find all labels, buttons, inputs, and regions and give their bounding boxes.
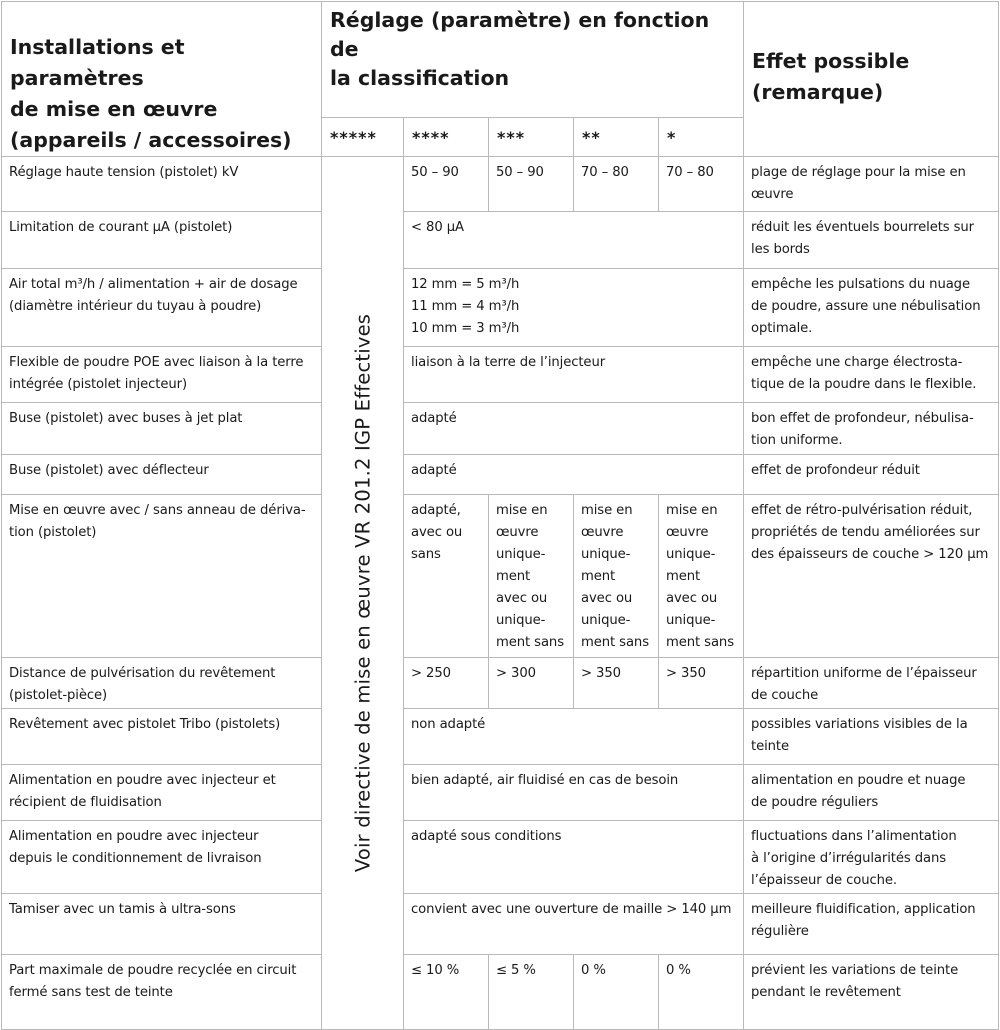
header-line: (remarque)	[752, 80, 884, 104]
cell-line: ment sans	[581, 635, 649, 650]
header-effet	[744, 2, 999, 157]
value-cell: 70 – 80	[659, 157, 744, 212]
param-cell	[2, 495, 322, 658]
param-cell	[2, 658, 322, 709]
cell-line: teinte	[751, 739, 789, 754]
star-1: *	[659, 118, 744, 157]
cell-line: Limitation de courant μA (pistolet)	[9, 220, 233, 235]
value-cell: > 350	[574, 658, 659, 709]
table-row	[2, 955, 999, 1030]
cell-line: bien adapté, air fluidisé en cas de besoin	[411, 773, 679, 788]
cell-line: l’épaisseur de couche.	[751, 873, 897, 888]
cell-line: unique-	[666, 613, 716, 628]
value-cell: 70 – 80	[574, 157, 659, 212]
cell-line: propriétés de tendu améliorées sur	[751, 525, 980, 540]
param-cell	[2, 894, 322, 955]
header-line: Effet possible	[752, 49, 910, 73]
star-2: **	[574, 118, 659, 157]
value-cell: > 250	[404, 658, 489, 709]
header-line: (appareils / accessoires)	[10, 128, 292, 152]
vertical-note-cell	[322, 157, 404, 1030]
value-cell: ≤ 5 %	[489, 955, 574, 1030]
cell-line: de couche	[751, 688, 819, 703]
cell-line: récipient de fluidisation	[9, 795, 162, 810]
table-row	[2, 894, 999, 955]
cell-line: bon effet de profondeur, nébulisa-	[751, 411, 974, 426]
cell-line: 10 mm = 3 m³/h	[411, 321, 520, 336]
param-cell	[2, 212, 322, 269]
table-row	[2, 658, 999, 709]
header-line: Installations et paramètres	[10, 35, 185, 90]
cell-line: non adapté	[411, 717, 486, 732]
effect-cell	[744, 212, 999, 269]
cell-line: les bords	[751, 242, 810, 257]
cell-line: Buse (pistolet) avec déflecteur	[9, 463, 209, 478]
table-row	[2, 212, 999, 269]
param-cell	[2, 821, 322, 894]
value-cell: 50 – 90	[404, 157, 489, 212]
cell-line: fluctuations dans l’alimentation	[751, 829, 957, 844]
value-span-cell	[404, 403, 744, 455]
cell-line: (diamètre intérieur du tuyau à poudre)	[9, 299, 262, 314]
value-span-cell	[404, 765, 744, 821]
cell-line: ment	[581, 569, 616, 584]
cell-line: unique-	[496, 547, 546, 562]
cell-line: mise en	[496, 503, 548, 518]
cell-line: ment	[496, 569, 531, 584]
value-span-cell	[404, 212, 744, 269]
cell-line: œuvre	[751, 187, 794, 202]
cell-line: Mise en œuvre avec / sans anneau de dériva-	[9, 503, 306, 518]
star-4: ****	[404, 118, 489, 157]
cell-line: 11 mm = 4 m³/h	[411, 299, 520, 314]
cell-line: pendant le revêtement	[751, 985, 901, 1000]
cell-line: œuvre	[581, 525, 624, 540]
effect-cell	[744, 495, 999, 658]
classification-table	[1, 1, 999, 1030]
value-cell: ≤ 10 %	[404, 955, 489, 1030]
star-5: *****	[322, 118, 404, 157]
cell-line: depuis le conditionnement de livraison	[9, 851, 262, 866]
header-installations	[2, 2, 322, 157]
cell-line: réduit les éventuels bourrelets sur	[751, 220, 974, 235]
cell-line: Distance de pulvérisation du revêtement	[9, 666, 276, 681]
effect-cell	[744, 269, 999, 347]
effect-cell	[744, 894, 999, 955]
cell-line: (pistolet-pièce)	[9, 688, 108, 703]
table-row	[2, 403, 999, 455]
value-span-cell	[404, 347, 744, 403]
effect-cell	[744, 821, 999, 894]
cell-line: Part maximale de poudre recyclée en circuit	[9, 963, 297, 978]
cell-line: unique-	[581, 547, 631, 562]
param-cell	[2, 455, 322, 495]
value-cell: 0 %	[574, 955, 659, 1030]
cell-line: intégrée (pistolet injecteur)	[9, 377, 188, 392]
cell-line: ment sans	[666, 635, 734, 650]
cell-line: liaison à la terre de l’injecteur	[411, 355, 606, 370]
table-row	[2, 269, 999, 347]
effect-cell	[744, 455, 999, 495]
table-row	[2, 495, 999, 658]
cell-line: adapté	[411, 463, 457, 478]
cell-line: ment	[666, 569, 701, 584]
value-span-cell	[404, 709, 744, 765]
header-line: de mise en œuvre	[10, 97, 218, 121]
table-row	[2, 709, 999, 765]
table-row	[2, 157, 999, 212]
cell-line: unique-	[496, 613, 546, 628]
cell-line: avec ou	[496, 591, 548, 606]
cell-line: ment sans	[496, 635, 564, 650]
cell-line: mise en	[666, 503, 718, 518]
cell-line: de poudre réguliers	[751, 795, 879, 810]
effect-cell	[744, 765, 999, 821]
cell-line: prévient les variations de teinte	[751, 963, 959, 978]
header-reglage	[322, 2, 744, 118]
table-row	[2, 455, 999, 495]
cell-line: tion (pistolet)	[9, 525, 97, 540]
value-cell	[574, 495, 659, 658]
param-cell	[2, 403, 322, 455]
cell-line: < 80 μA	[411, 220, 464, 235]
cell-line: sans	[411, 547, 441, 562]
cell-line: avec ou	[666, 591, 718, 606]
cell-line: unique-	[581, 613, 631, 628]
table-row	[2, 821, 999, 894]
cell-line: Flexible de poudre POE avec liaison à la terre	[9, 355, 304, 370]
cell-line: répartition uniforme de l’épaisseur	[751, 666, 977, 681]
table-row	[2, 765, 999, 821]
cell-line: Buse (pistolet) avec buses à jet plat	[9, 411, 243, 426]
param-cell	[2, 157, 322, 212]
value-span-cell	[404, 455, 744, 495]
param-cell	[2, 955, 322, 1030]
effect-cell	[744, 658, 999, 709]
cell-line: avec ou	[581, 591, 633, 606]
value-cell	[659, 495, 744, 658]
cell-line: empêche une charge électrosta-	[751, 355, 963, 370]
cell-line: Air total m³/h / alimentation + air de dosage	[9, 277, 298, 292]
effect-cell	[744, 157, 999, 212]
param-cell	[2, 709, 322, 765]
header-line: Réglage (paramètre) en fonction de	[330, 8, 710, 61]
header-line: la classification	[330, 66, 510, 90]
cell-line: œuvre	[496, 525, 539, 540]
cell-line: Tamiser avec un tamis à ultra-sons	[9, 902, 236, 917]
cell-line: mise en	[581, 503, 633, 518]
cell-line: meilleure fluidification, application	[751, 902, 976, 917]
cell-line: unique-	[666, 547, 716, 562]
value-cell: > 300	[489, 658, 574, 709]
cell-line: empêche les pulsations du nuage	[751, 277, 970, 292]
effect-cell	[744, 403, 999, 455]
value-span-cell	[404, 821, 744, 894]
cell-line: Alimentation en poudre avec injecteur et	[9, 773, 276, 788]
cell-line: régulière	[751, 924, 809, 939]
effect-cell	[744, 347, 999, 403]
cell-line: Revêtement avec pistolet Tribo (pistolets)	[9, 717, 281, 732]
value-cell: 50 – 90	[489, 157, 574, 212]
vertical-note: Voir directive de mise en œuvre VR 201.2 IGP Effectives	[351, 313, 374, 873]
star-3: ***	[489, 118, 574, 157]
cell-line: fermé sans test de teinte	[9, 985, 173, 1000]
cell-line: de poudre, assure une nébulisation	[751, 299, 981, 314]
cell-line: possibles variations visibles de la	[751, 717, 968, 732]
cell-line: tion uniforme.	[751, 433, 843, 448]
cell-line: tique de la poudre dans le flexible.	[751, 377, 977, 392]
param-cell	[2, 765, 322, 821]
cell-line: effet de profondeur réduit	[751, 463, 920, 478]
cell-line: œuvre	[666, 525, 709, 540]
cell-line: Réglage haute tension (pistolet) kV	[9, 165, 239, 180]
cell-line: Alimentation en poudre avec injecteur	[9, 829, 259, 844]
cell-line: adapté,	[411, 503, 461, 518]
effect-cell	[744, 709, 999, 765]
cell-line: 12 mm = 5 m³/h	[411, 277, 520, 292]
value-cell	[489, 495, 574, 658]
value-span-cell	[404, 894, 744, 955]
value-cell: > 350	[659, 658, 744, 709]
cell-line: alimentation en poudre et nuage	[751, 773, 966, 788]
cell-line: convient avec une ouverture de maille > 140 μm	[411, 902, 732, 917]
cell-line: adapté sous conditions	[411, 829, 562, 844]
effect-cell	[744, 955, 999, 1030]
cell-line: plage de réglage pour la mise en	[751, 165, 966, 180]
cell-line: optimale.	[751, 321, 813, 336]
cell-line: à l’origine d’irrégularités dans	[751, 851, 947, 866]
cell-line: adapté	[411, 411, 457, 426]
cell-line: avec ou	[411, 525, 463, 540]
cell-line: effet de rétro-pulvérisation réduit,	[751, 503, 973, 518]
value-span-cell	[404, 269, 744, 347]
param-cell	[2, 269, 322, 347]
value-cell: 0 %	[659, 955, 744, 1030]
cell-line: des épaisseurs de couche > 120 μm	[751, 547, 989, 562]
value-cell	[404, 495, 489, 658]
param-cell	[2, 347, 322, 403]
table-row	[2, 347, 999, 403]
